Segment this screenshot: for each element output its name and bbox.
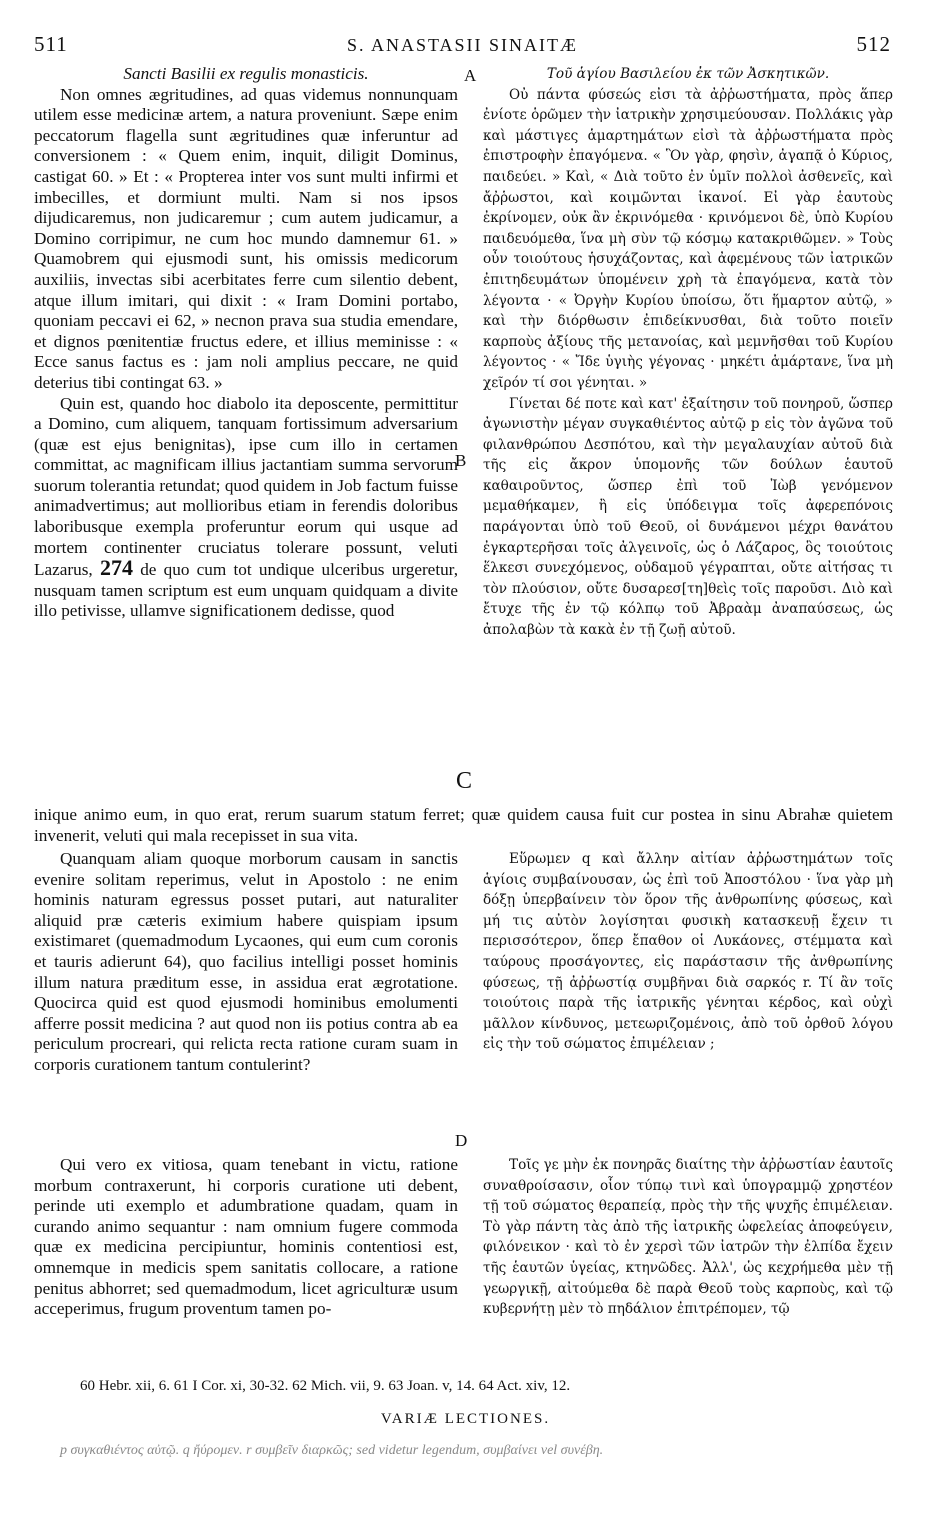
latin-paragraph-2-b: de quo cum tot undique ulceribus urgeretur, nusquam tamen scriptum est eum unquam quidquam a divite illo petivisse, ullamve significationem dedisse, quod: [34, 560, 459, 621]
greek-section-title: Τοῦ ἁγίου Βασιλείου ἐκ τῶν Ἀσκητικῶν.: [546, 66, 830, 82]
latin-full-width-line: inique animo eum, in quo erat, rerum suarum statum ferret; quæ quidem causa fuit cur postea in sinu Abrahæ quietem invenerit, veluti qui mala recepisset in sua vita.: [34, 805, 893, 845]
latin-column-c: [34, 1155, 458, 1385]
page-number-right: 512: [856, 32, 891, 56]
greek-column-b: [483, 849, 893, 1149]
latin-paragraph-4: Qui vero ex vitiosa, quam tenebant in victu, ratione morbum contraxerunt, hi corporis curatione uti debent, perinde uti exemplo et adumbratione quadam, quam in curando animo sequantur : nam omnium fugere commoda quæ ex medicina percipiuntur, hominis contentiosi est, omnemque in medicis spem sanitatis collocare, a ratione penitus abhorret; sed quemadmodum, licet agriculturæ usum acceperimus, frugum proventum tamen po-: [34, 1155, 458, 1319]
running-head: [34, 32, 891, 62]
variae-lectiones-text: p συγκαθιέντος αὐτῷ. q ἤύρομεν. r συμβεῖν διαρκῶς; sed videtur legendum, συμβαίνει vel συνέβη.: [60, 1443, 604, 1458]
variae-lectiones-heading: VARIÆ LECTIONES.: [380, 1411, 551, 1427]
latin-paragraph-3: Quanquam aliam quoque morborum causam in sanctis evenire solitam reperimus, velut in Apostolo : ne enim hominis naturam egressus posset putari, aut naturaliter aliquid præ cæteris eximium habere quispiam ipsum existimaret (quemadmodum Lycaones, qui eum cum coronis et tauris adierunt 64), quo facilius intelligi posset hominis illum natura præditum esse, in assidua erat ægrotatione. Quocirca quid est quod ejusmodi hominibus emolumenti afferre possit medicina ? aut quod non iis potius contra ab ea periculum procreari, qui relicta recta ratione curam suam in corporis curationem tantum contulerint?: [34, 849, 458, 1074]
latin-column-a: [34, 64, 458, 806]
greek-paragraph-4: Τοῖς γε μὴν ἐκ πονηρᾶς διαίτης τὴν ἀῤῥωστίαν ἑαυτοῖς συναθροίσασιν, οἷον τύπῳ τινὶ καὶ ὑπογραμμῷ χρηστέον τῇ τοῦ σώματος θεραπείᾳ, πρὸς τὴν τῆς ψυχῆς ἐπιμέλειαν. Τὸ γὰρ πάντη τὰς ἀπὸ τῆς ἰατρικῆς ὠφελείας ἀποφεύγειν, φιλόνεικον · καὶ τὸ ἐν χερσὶ τῶν ἰατρῶν τὴν ἐλπίδα ἔχειν τῆς ἑαυτῶν ὑγείας, κτηνῶδες. Ἀλλ', ὡς κεχρήμεθα μὲν τῇ γεωργικῇ, αἰτούμεθα δὲ παρὰ Θεοῦ τοὺς καρποὺς, καὶ τῷ κυβερνήτῃ μὲν τὸ πηδάλιον ἐπιτρέπομεν, τῷ: [483, 1157, 893, 1318]
column-reference-number: 274: [99, 555, 133, 581]
latin-column-b: [34, 849, 458, 1165]
margin-marker-d: D: [455, 1131, 468, 1150]
latin-paragraph-2: [34, 394, 458, 623]
latin-paragraph-1: Non omnes ægritudines, ad quas videmus nonnunquam utilem esse medicinæ artem, a natura proveniunt. Sæpe enim peccatorum flagella sunt ægritudines quæ inferuntur ad conversionem : « Quem enim, inquit, diligit Dominus, castigat 60. » Et : « Propterea inter vos sunt multi infirmi et imbecilles, et dormiunt multi. Nam si nos ipsos dijudicaremus, non judicaremur ; cum autem judicamur, a Domino corripimur, ne cum hoc mundo damnemur 61. » Quamobrem qui ejusmodi sunt, his omissis medicorum auxiliis, invectas sibi acerbitates ferre cum silentio debent, atque illum imitari, qui dixit : « Iram Domini portabo, quoniam peccavi ei 62, » necnon prava sua studia emendare, et dignos pœnitentiæ fructus edere, et illius meminisse : « Ecce sanus factus es : jam noli amplius peccare, ne quid deterius tibi contingat 63. »: [34, 84, 458, 392]
latin-section-title: Sancti Basilii ex regulis monasticis.: [123, 64, 369, 83]
running-title: S. ANASTASII SINAITÆ: [346, 35, 579, 55]
greek-paragraph-1: Οὐ πάντα φύσεώς εἰσι τὰ ἀῤῥωστήματα, πρὸς ἅπερ ἐνίοτε ὁρῶμεν τὴν ἰατρικὴν χρησιμεύουσαν. Πολλάκις γὰρ καὶ μάστιγες ἁμαρτημάτων εἰσὶ τὰ ἀῤῥωστήματα πρὸς ἐπιστροφὴν ἐπαγόμενα. « Ὃν γὰρ, φησὶν, ἀγαπᾷ ὁ Κύριος, παιδεύει. » Καὶ, « Διὰ τοῦτο ἐν ὑμῖν πολλοὶ ἀσθενεῖς, καὶ ἄῤῥωστοι, καὶ κοιμῶνται ἱκανοί. Εἰ γὰρ ἑαυτοὺς ἐκρίνομεν, οὐκ ἂν ἐκρινόμεθα · κρινόμενοι δὲ, ὑπὸ Κυρίου παιδευόμεθα, ἵνα μὴ σὺν τῷ κόσμῳ κατακριθῶμεν. » Τοὺς οὖν τοιούτους ἡσυχάζοντας, καὶ ἀφεμένους τῶν ἰατρικῶν ἐπιτηδευμάτων ὑπομένειν χρὴ τὰ ἐπαγόμενα, κατὰ τὸν λέγοντα · « Ὀργὴν Κυρίου ὑποίσω, ὅτι ἥμαρτον αὐτῷ, » καὶ τὴν διόρθωσιν ἐπιδείκνυσθαι, διὰ τοῦτο ποιεῖν καρποὺς ἀξίους τῆς μετανοίας, καὶ μεμνῆσθαι τοῦ Κυρίου λέγοντος · « Ἴδε ὑγιὴς γέγονας · μηκέτι ἁμάρτανε, ἵνα μὴ χεῖρόν τί σοι γένηται. »: [483, 86, 893, 391]
greek-column-a: [483, 64, 893, 806]
margin-marker-a: A: [464, 66, 477, 85]
greek-paragraph-3: Εὕρωμεν q καὶ ἄλλην αἰτίαν ἀῤῥωστημάτων τοῖς ἁγίοις συμβαίνουσαν, ὡς ἐπὶ τοῦ Ἀποστόλου · ἵνα γὰρ μὴ δόξῃ ὑπερβαίνειν τὸν ὅρον τῆς ἀνθρωπίνης φύσεως, καὶ μή τις αὐτὸν λογίσηται φυσικὴ κατασκευῇ ἔχειν τι περισσότερον, ὅπερ ἔπαθον οἱ Λυκάονες, στέμματα καὶ ταύρους προσάγοντες, εἰς παράστασιν τῆς ἀνθρωπίνης φύσεως, τῇ ἀῤῥωστίᾳ συμβῆναι διὰ σαρκός r. Τί ἂν τοῖς τοιούτοις παρὰ τῆς ἰατρικῆς γένηται κέρδος, καὶ οὐχὶ μᾶλλον κίνδυνος, μετεωριζομένοις, ἀπὸ τοῦ ὀρθοῦ λόγου εἰς τὴν τοῦ σώματος ἐπιμέλειαν ;: [483, 851, 893, 1053]
page-number-left: 511: [34, 32, 68, 56]
margin-marker-c: C: [456, 768, 473, 794]
margin-marker-b: B: [455, 451, 467, 470]
footnotes: 60 Hebr. xii, 6. 61 I Cor. xi, 30-32. 62 Mich. vii, 9. 63 Joan. v, 14. 64 Act. xiv, 12.: [80, 1378, 571, 1394]
greek-column-c: [483, 1155, 893, 1385]
greek-paragraph-2: Γίνεται δέ ποτε καὶ κατ' ἐξαίτησιν τοῦ πονηροῦ, ὥσπερ ἀγωνιστὴν μέγαν συγκαθιέντος αὐτῷ p εἰς τὸν ἀγῶνα τοῦ φιλανθρώπου Δεσπότου, καὶ τὴν μεγαλαυχίαν αὐτοῦ διὰ τῆς εἰς ἄκρον ὑπομονῆς τῶν δούλων ἑαυτοῦ καθαιροῦντος, ὥσπερ ἐπὶ τοῦ Ἰὼβ γενόμενον μεμαθήκαμεν, ἢ εἰς ὑπόδειγμα τοῖς ἀφερεπόνοις παράγονται ὑπὸ τοῦ Θεοῦ, οἱ δυνάμενοι μέχρι θανάτου ἐγκαρτερῆσαι τοῖς ἀλγεινοῖς, ὡς ὁ Λάζαρος, ὃς τοιούτοις ἕλκεσι συνεχόμενος, οὐδαμοῦ γέγραπται, οὔτε αἰτήσας τι τὸν πλούσιον, οὔτε δυσαρεσ[τη]θεὶς τοῖς παροῦσι. Διὸ καὶ ἔτυχε τῆς ἐν τῷ κόλπῳ τοῦ Ἀβραὰμ ἀναπαύσεως, ὡς ἀπολαβὼν τὰ κακὰ ἐν τῇ ζωῇ αὐτοῦ.: [483, 395, 893, 639]
latin-paragraph-2-a: Quin est, quando hoc diabolo ita deposcente, permittitur a Domino, cum aliquem, tanquam fortissimum adversarium (quæ est ejus benignitas), ipse cum illo in certamen committat, ac magnificam illius jactantiam summa servorum suorum tolerantia retundat; quod quidem in Job factum fuisse animadvertimus; aut mollioribus etiam in ferendis doloribus laboribusque exempla proferuntur eorum qui usque ad mortem continenter cruciatus tolerare possunt, veluti Lazarus,: [34, 393, 458, 580]
